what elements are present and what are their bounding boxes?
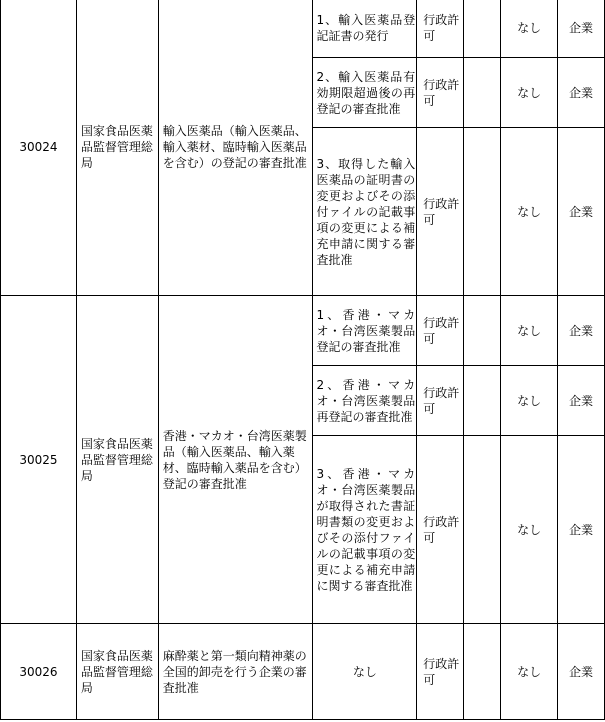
authority-cell: 国家食品医薬品監督管理総局: [76, 296, 158, 624]
subitem-cell: 3、取得した輸入医薬品の証明書の変更およびその添付ァイルの記載事項の変更による補充申請に関する審査批准: [313, 128, 417, 296]
permit-type-cell: 行政許可: [417, 128, 464, 296]
item-name-cell: 輸入医薬品（輸入医薬品、輸入薬材、臨時輸入医薬品を含む）の登記の審査批准: [158, 0, 313, 296]
item-code: 30024: [1, 0, 77, 296]
basis-cell: なし: [501, 58, 558, 128]
basis-cell: なし: [501, 624, 558, 720]
authority-cell: 国家食品医薬品監督管理総局: [76, 624, 158, 720]
target-cell: 企業: [558, 58, 605, 128]
basis-cell: なし: [501, 296, 558, 366]
target-cell: 企業: [558, 624, 605, 720]
subitem-cell: 3、香港・マカオ・台湾医薬製品が取得された書証明書類の変更およびその添付ファイルの記載事項の変更による補充申請に関する審査批准: [313, 436, 417, 624]
permit-type-cell: 行政許可: [417, 58, 464, 128]
blank-cell: [464, 436, 501, 624]
subitem-cell: 2、香港・マカオ・台湾医薬製品再登記の審査批准: [313, 366, 417, 436]
permit-type-cell: 行政許可: [417, 296, 464, 366]
basis-cell: なし: [501, 366, 558, 436]
subitem-cell: なし: [313, 624, 417, 720]
blank-cell: [464, 58, 501, 128]
basis-cell: なし: [501, 436, 558, 624]
target-cell: 企業: [558, 436, 605, 624]
item-code: 30025: [1, 296, 77, 624]
table-row: [1, 296, 605, 366]
blank-cell: [464, 366, 501, 436]
blank-cell: [464, 0, 501, 58]
authority-cell: 国家食品医薬品監督管理総局: [76, 0, 158, 296]
blank-cell: [464, 624, 501, 720]
table-row: [1, 0, 605, 58]
target-cell: 企業: [558, 128, 605, 296]
target-cell: 企業: [558, 296, 605, 366]
basis-cell: なし: [501, 0, 558, 58]
permit-type-cell: 行政許可: [417, 0, 464, 58]
subitem-cell: 1、輸入医薬品登記証書の発行: [313, 0, 417, 58]
permit-type-cell: 行政許可: [417, 624, 464, 720]
blank-cell: [464, 128, 501, 296]
subitem-cell: 1、香港・マカオ・台湾医薬製品登記の審査批准: [313, 296, 417, 366]
table-row: [1, 624, 605, 720]
item-code: 30026: [1, 624, 77, 720]
target-cell: 企業: [558, 0, 605, 58]
blank-cell: [464, 296, 501, 366]
target-cell: 企業: [558, 366, 605, 436]
item-name-cell: 香港・マカオ・台湾医薬製品（輸入医薬品、輸入薬材、臨時輸入薬品を含む）登記の審査批准: [158, 296, 313, 624]
permit-type-cell: 行政許可: [417, 436, 464, 624]
basis-cell: なし: [501, 128, 558, 296]
permit-type-cell: 行政許可: [417, 366, 464, 436]
subitem-cell: 2、輸入医薬品有効期限超過後の再登記の審査批准: [313, 58, 417, 128]
item-name-cell: 麻酔薬と第一類向精神薬の全国的卸売を行う企業の審査批准: [158, 624, 313, 720]
